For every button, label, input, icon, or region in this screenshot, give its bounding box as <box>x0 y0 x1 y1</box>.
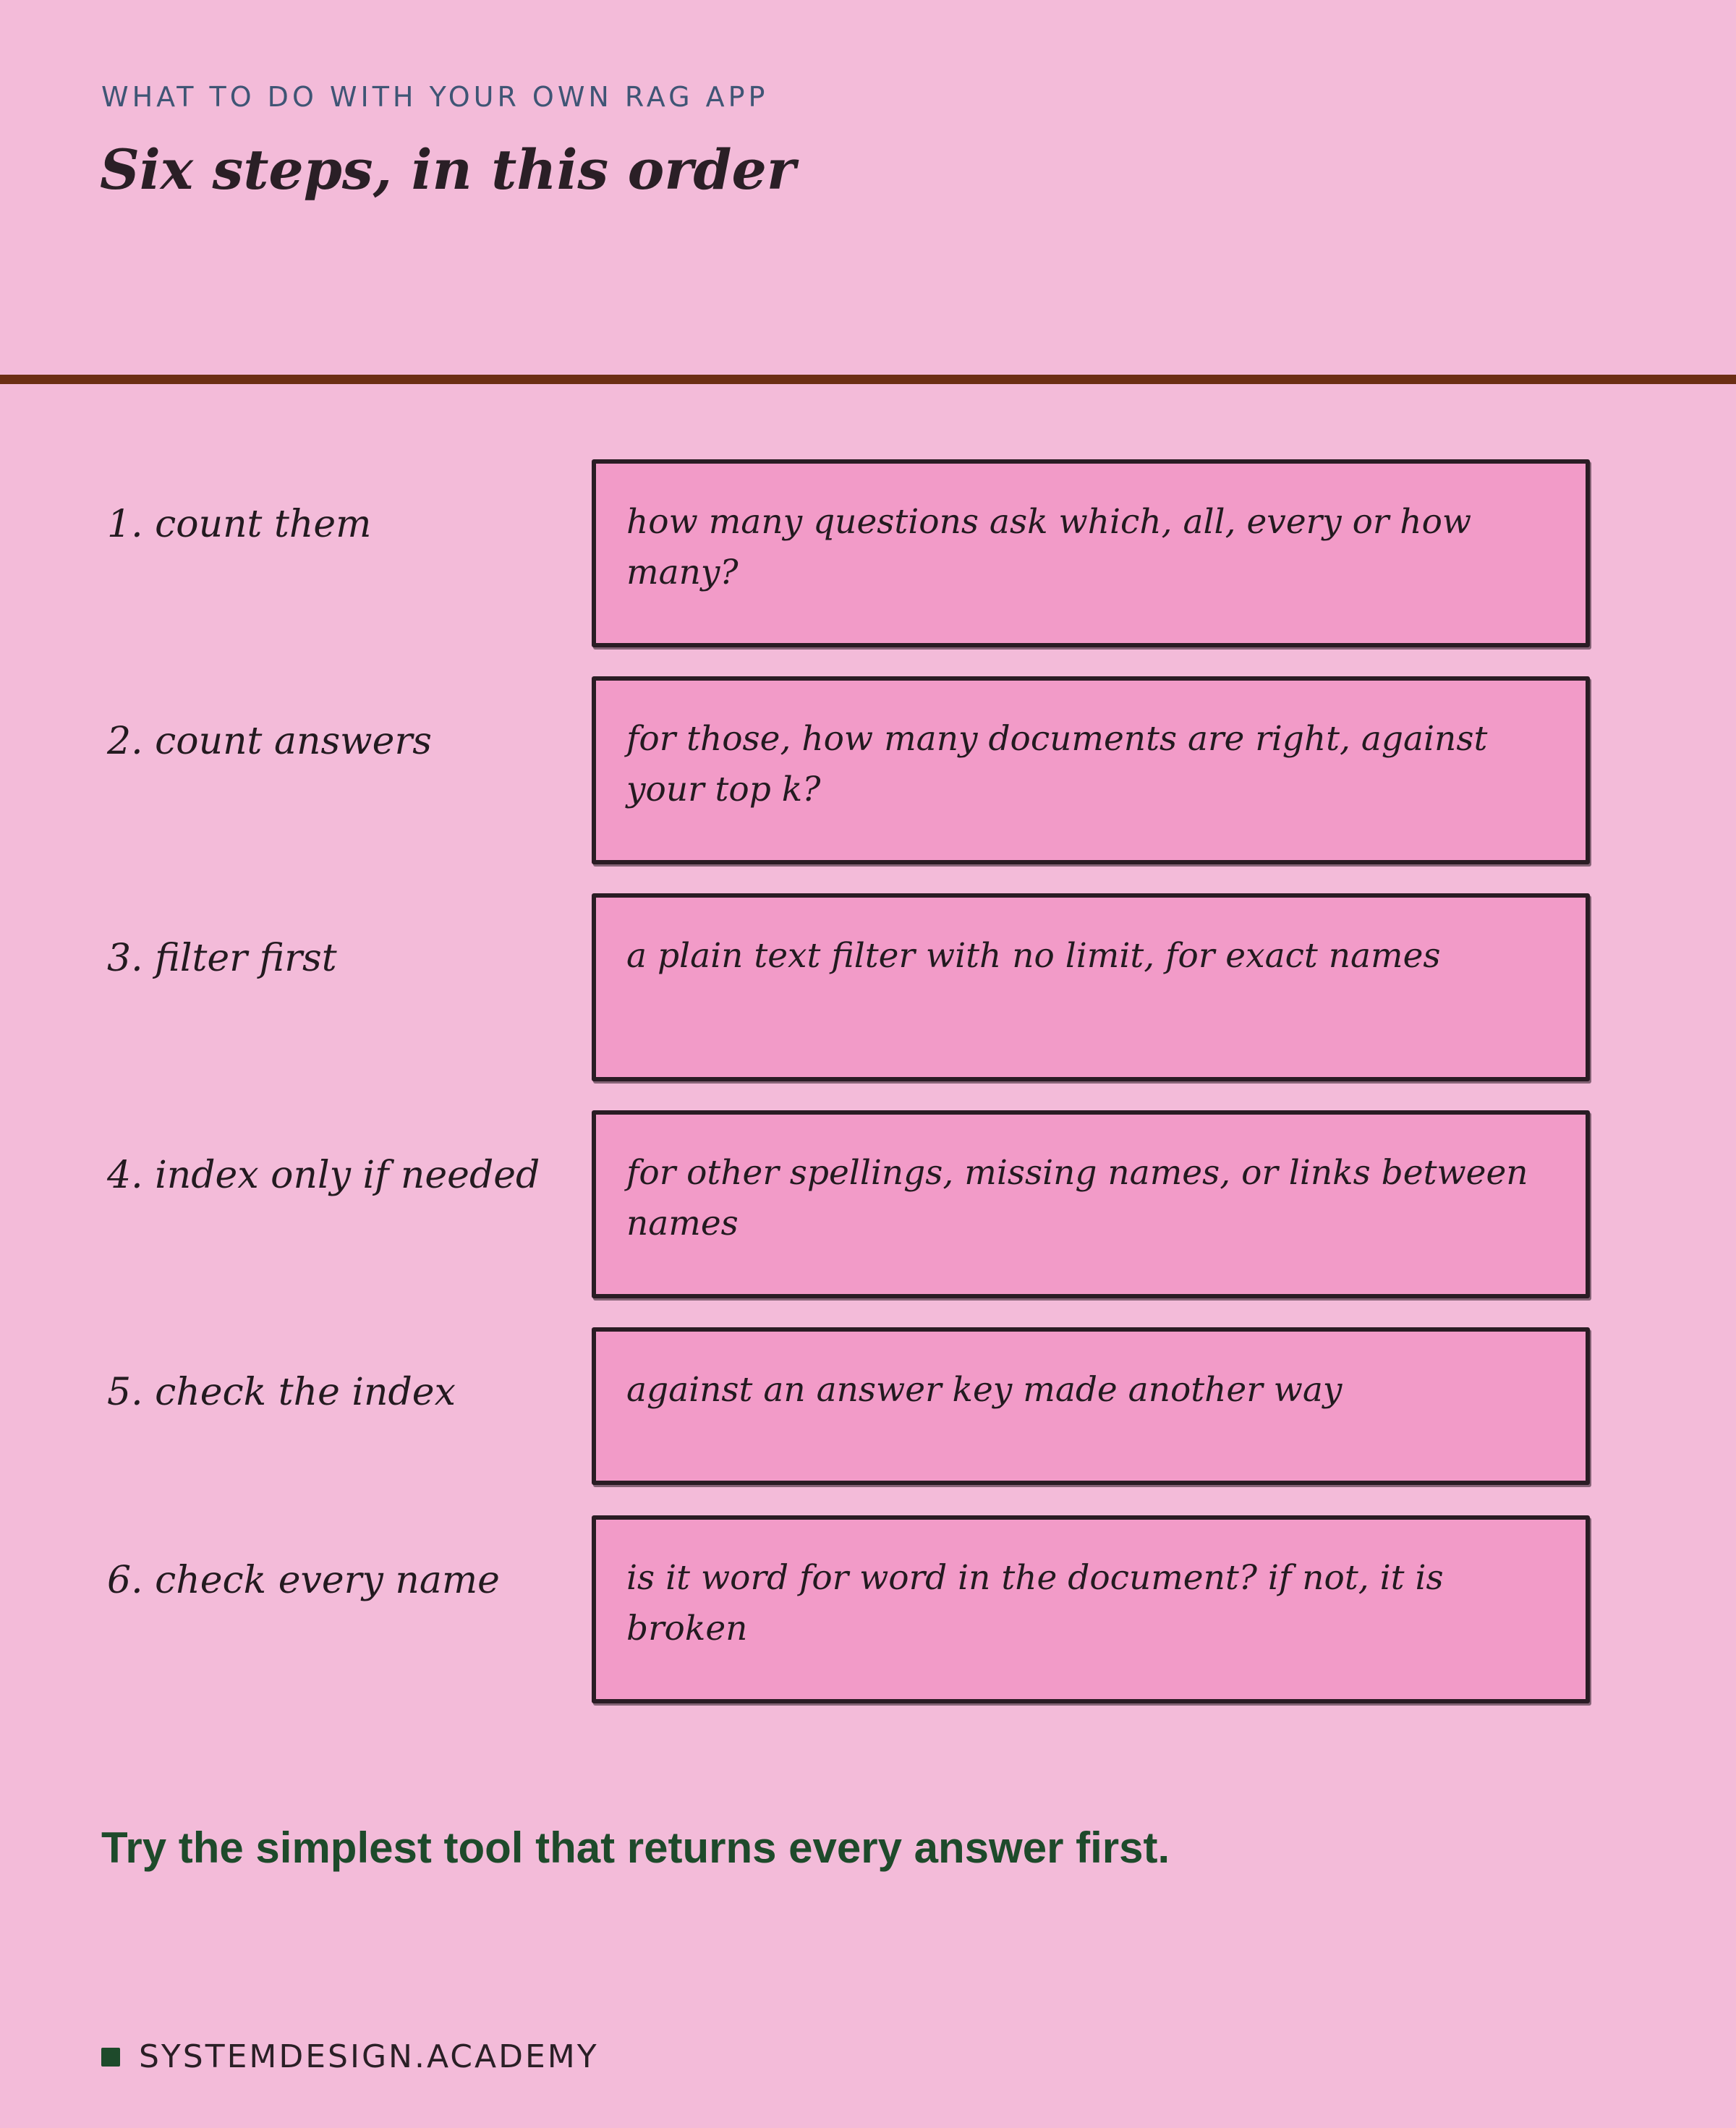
brand-square-icon <box>101 2048 120 2067</box>
step-label: 4. index only if needed <box>107 1154 540 1197</box>
footer-brand <box>101 2038 599 2075</box>
takeaway-text: Try the simplest tool that returns every answer first. <box>101 1823 1170 1872</box>
step-row-1 <box>0 459 1736 647</box>
step-description: is it word for word in the document? if not, it is broken <box>626 1558 1444 1648</box>
step-label: 6. check every name <box>107 1559 500 1602</box>
step-box <box>592 893 1590 1081</box>
step-box <box>592 1110 1590 1298</box>
step-description: for other spellings, missing names, or links between names <box>626 1153 1528 1243</box>
step-box <box>592 1327 1590 1485</box>
step-label: 5. check the index <box>107 1371 456 1414</box>
step-label: 1. count them <box>107 503 372 546</box>
kicker-text: WHAT TO DO WITH YOUR OWN RAG APP <box>101 81 769 113</box>
step-description: a plain text filter with no limit, for exact names <box>626 936 1441 976</box>
brand-name: SYSTEMDESIGN.ACADEMY <box>139 2038 599 2075</box>
step-description: for those, how many documents are right, against your top k? <box>626 719 1488 809</box>
step-row-5 <box>0 1327 1736 1485</box>
step-row-6 <box>0 1515 1736 1703</box>
step-box <box>592 459 1590 647</box>
step-row-4 <box>0 1110 1736 1298</box>
step-row-2 <box>0 676 1736 864</box>
step-row-3 <box>0 893 1736 1081</box>
step-label: 3. filter first <box>107 937 337 980</box>
step-label: 2. count answers <box>107 720 432 763</box>
step-box <box>592 676 1590 864</box>
step-box <box>592 1515 1590 1703</box>
divider-rule <box>0 375 1736 384</box>
step-description: against an answer key made another way <box>626 1370 1343 1410</box>
step-description: how many questions ask which, all, every or how many? <box>626 502 1472 592</box>
page-title: Six steps, in this order <box>100 137 796 202</box>
